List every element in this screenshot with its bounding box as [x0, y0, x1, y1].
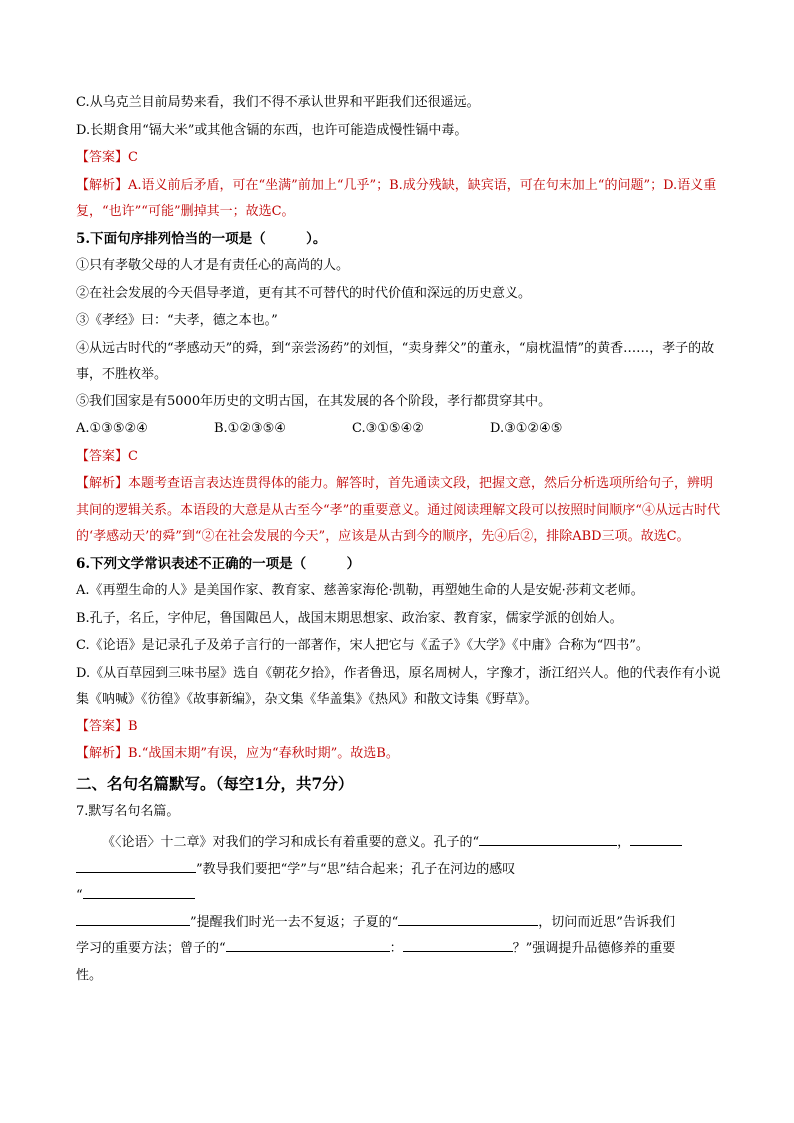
q7-line-3: [76, 883, 726, 910]
section-heading: 二、名句名篇默写。（每空1分，共7分）: [76, 773, 354, 793]
analysis-text: A.语义前后矛盾，可在“坐满”前加上“几乎”；B.成分残缺，缺宾语，可在句末加上“的问题”；D.语义重复，“也许”“可能”删掉其一；故选C。: [76, 177, 717, 219]
answer-tag: 【答案】: [76, 150, 129, 165]
q7-line-5: [76, 936, 726, 963]
q6-option-d: D.《从百草园到三味书屋》选自《朝花夕拾》，作者鲁迅，原名周树人，字豫才，浙江绍兴人。他的代表作有小说集《呐喊》《彷徨》《故事新编》，杂文集《华盖集》《热风》和散文诗集《野草》。: [76, 665, 721, 707]
q6-option-a: A.《再塑生命的人》是美国作家、教育家、慈善家海伦·凯勒，再塑她生命的人是安妮·莎莉文老师。: [76, 583, 644, 598]
answer-tag: 【答案】: [76, 448, 129, 464]
q4-analysis: [76, 173, 726, 226]
q5-sentence-2: ②在社会发展的今天倡导孝道，更有其不可替代的时代价值和深远的历史意义。: [76, 285, 532, 301]
q5-analysis: [76, 471, 726, 551]
q7-title: 7.默写名句名篇。: [76, 803, 180, 819]
q7-line-4: [76, 910, 726, 937]
q7-text: 学习的重要方法；曾子的“: [76, 941, 226, 956]
answer-blank[interactable]: [403, 937, 513, 952]
q7-line-2: [76, 857, 726, 884]
analysis-text: B.“战国末期”有误，应为“春秋时期”。故选B。: [128, 746, 399, 761]
q7-text: “: [76, 888, 83, 903]
answer-blank[interactable]: [226, 937, 390, 952]
q6-title: 6.下列文学常识表述不正确的一项是（ ）: [76, 555, 361, 572]
q5-sentence-4: ④从远古时代的“孝感动天”的舜，到“亲尝汤药”的刘恒，“卖身葬父”的董永，“扇枕温情”的黄香……，孝子的故事，不胜枚举。: [76, 340, 715, 382]
answer-blank[interactable]: [398, 911, 538, 926]
q7-text: ？”强调提升品德修养的重要: [512, 941, 676, 956]
analysis-tag: 【解析】: [76, 177, 129, 193]
q5-option-b: B.①②③⑤④: [214, 421, 286, 436]
answer-tag: 【答案】: [76, 718, 129, 734]
answer-blank[interactable]: [630, 831, 682, 846]
analysis-text: 本题考查语言表达连贯得体的能力。解答时，首先通读文段，把握文意，然后分析选项所给句子，辨明其间的逻辑关系。本语段的大意是从古至今“孝”的重要意义。通过阅读理解文段可以按照时间顺序“④从远古时代的‘孝感动天’的舜”到“②在社会发展的今天”，应该是从古到今的顺序，先④后②，排除ABD三项。故选C。: [76, 476, 720, 544]
q5-option-a: A.①③⑤②④: [76, 421, 148, 436]
q5-title: 5.下面句序排列恰当的一项是（ ）。: [76, 230, 327, 247]
q6-answer: [76, 718, 726, 736]
q4-option-c: C.从乌克兰目前局势来看，我们不得不承认世界和平距我们还很遥远。: [76, 95, 480, 110]
q5-sentence-5: ⑤我们国家是有5000年历史的文明古国，在其发展的各个阶段，孝行都贯穿其中。: [76, 393, 552, 409]
q7-text: 性。: [76, 967, 103, 983]
q7-text: ，: [617, 835, 631, 850]
q7-text: 《〈论语〉十二章》对我们的学习和成长有着重要的意义。孔子的“: [102, 835, 480, 850]
answer-value: C: [128, 448, 138, 464]
document-page: [76, 94, 726, 989]
answer-value: B: [128, 718, 138, 734]
analysis-tag: 【解析】: [76, 746, 129, 761]
answer-value: C: [128, 150, 138, 165]
answer-blank[interactable]: [76, 858, 196, 873]
q6-option-c: C.《论语》是记录孔子及弟子言行的一部著作，宋人把它与《孟子》《大学》《中庸》合称为“四书”。: [76, 638, 649, 653]
answer-blank[interactable]: [479, 831, 617, 846]
q7-text: ：: [389, 941, 403, 956]
q4-option-d: D.长期食用“镉大米”或其他含镉的东西，也许可能造成慢性镉中毒。: [76, 122, 468, 138]
answer-blank[interactable]: [76, 911, 190, 926]
q5-answer: [76, 448, 726, 466]
q7-text: ”提醒我们时光一去不复返；子夏的“: [190, 914, 399, 930]
q7-text: ，切问而近思”告诉我们: [538, 914, 675, 930]
q6-option-b: B.孔子，名丘，字仲尼，鲁国陬邑人，战国末期思想家、政治家、教育家，儒家学派的创始人。: [76, 610, 623, 626]
q7-body: [76, 830, 726, 989]
q5-option-d: D.③①②④⑤: [490, 421, 563, 436]
q4-answer: [76, 149, 726, 167]
q5-sentence-1: ①只有孝敬父母的人才是有责任心的高尚的人。: [76, 258, 350, 273]
answer-blank[interactable]: [83, 884, 195, 899]
q7-line-6: [76, 963, 726, 990]
analysis-tag: 【解析】: [76, 476, 129, 491]
q7-line-1: [76, 830, 726, 857]
q5-options: [76, 420, 726, 438]
q6-analysis: [76, 745, 726, 763]
q5-option-c: C.③①⑤④②: [352, 421, 424, 436]
q7-text: ”教导我们要把“学”与“思”结合起来；孔子在河边的感叹: [196, 861, 516, 877]
q5-sentence-3: ③《孝经》曰：“夫孝，德之本也。”: [76, 313, 278, 328]
